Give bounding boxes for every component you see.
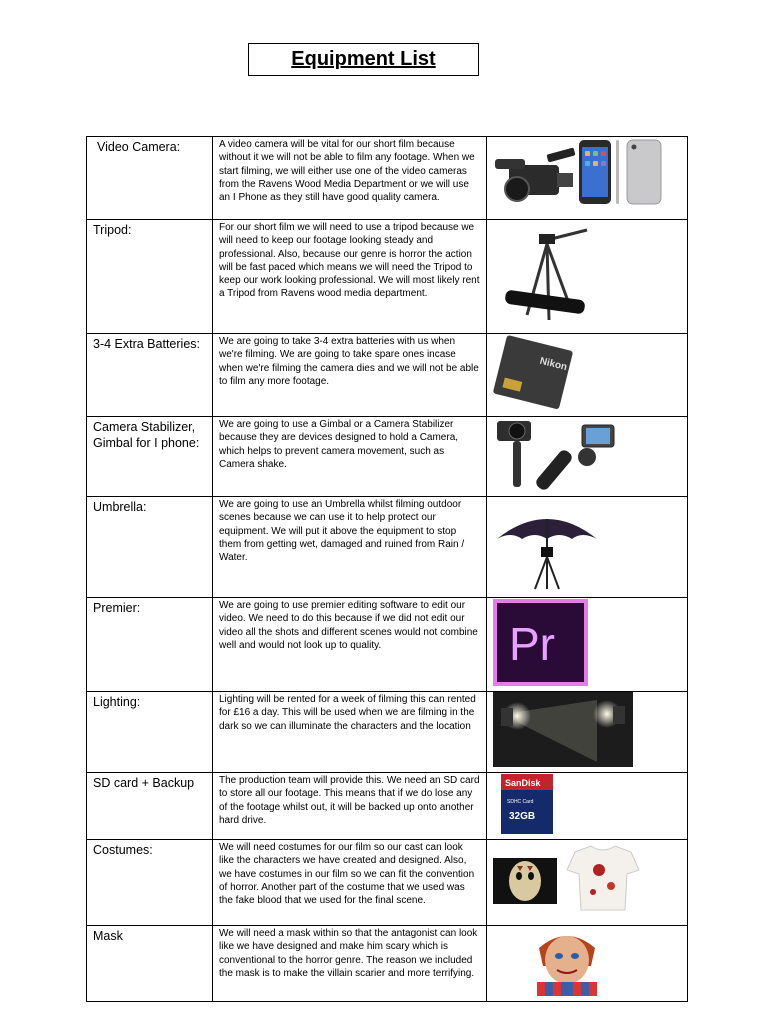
item-name: Lighting: xyxy=(93,695,141,709)
equipment-table xyxy=(86,136,688,1002)
item-name: Umbrella: xyxy=(93,500,147,514)
chucky-mask-image xyxy=(487,926,686,996)
camera-gimbal-icon xyxy=(497,421,531,487)
page-title-box xyxy=(248,43,479,76)
table-row xyxy=(87,926,688,1002)
item-name: Tripod: xyxy=(93,223,132,237)
item-name: Mask xyxy=(93,929,123,943)
table-row xyxy=(87,417,688,497)
page-title: Equipment List xyxy=(291,48,436,70)
table-row xyxy=(87,840,688,926)
item-name: Costumes: xyxy=(93,843,153,857)
item-name: Video Camera: xyxy=(97,140,181,154)
item-description: We are going to take 3-4 extra batteries with us when we're filming. We are going to take spare ones incase when we're filming the camera dies and we will not be able to film any more footage. xyxy=(219,336,479,387)
table-row xyxy=(87,137,688,220)
iphone-front-icon xyxy=(579,140,611,204)
hockey-mask-icon xyxy=(493,858,557,904)
sd-card-type: SDHC Card xyxy=(507,799,534,805)
sd-card-brand: SanDisk xyxy=(505,778,541,788)
costumes-image xyxy=(487,840,686,920)
phone-gimbal-icon xyxy=(534,425,614,491)
table-row xyxy=(87,773,688,840)
table-row xyxy=(87,334,688,417)
lighting-image xyxy=(487,692,686,767)
umbrella-image xyxy=(487,497,686,592)
battery-image xyxy=(487,334,686,411)
table-row xyxy=(87,220,688,334)
camcorder-icon xyxy=(495,148,576,201)
sd-card-capacity: 32GB xyxy=(509,811,536,822)
battery-brand-label: Nikon xyxy=(538,355,569,374)
item-description: We will need a mask within so that the antagonist can look like we have designed and make him scary which is conventional to the horror genre. The reason we included the mask is to make the villain scarier and more terrifying. xyxy=(219,928,478,979)
premiere-logo-text: Pr xyxy=(509,618,555,670)
item-description: We are going to use an Umbrella whilst filming outdoor scenes because we can use it to help protect our equipment. We will put it above the equipment to stop them from getting wet, damaged and ruined from Rain / Water. xyxy=(219,499,465,564)
video-camera-image xyxy=(487,137,686,214)
item-description: We will need costumes for our film so our cast can look like the characters we have created and designed. Also, we have costumes in our film so we can fit the convention of horror. Another part of the costume that we used was the fake blood that we used for the final scene. xyxy=(219,842,475,907)
sd-card-image xyxy=(487,773,686,834)
gimbal-image xyxy=(487,417,686,491)
item-name: Premier: xyxy=(93,601,141,615)
item-description: We are going to use a Gimbal or a Camera Stabilizer because they are devices designed to hold a Camera, which helps to prevent camera movement, such as Camera shake. xyxy=(219,419,459,470)
table-row xyxy=(87,497,688,598)
item-name: SD card + Backup xyxy=(93,776,195,790)
bloody-shirt-icon xyxy=(567,846,639,910)
premiere-logo-image xyxy=(487,598,686,686)
tripod-image xyxy=(487,220,686,328)
item-description: The production team will provide this. We need an SD card to store all our footage. This means that if we do lose any of the footage whilst out, it will be backed up onto another hard drive. xyxy=(219,775,480,826)
iphone-side-icon xyxy=(616,140,619,204)
item-description: For our short film we will need to use a tripod because we will need to keep our footage looking steady and professional. Also, because our genre is horror the action will be fast paced which means we will need the Tripod to keep our work looking professional. We will most likely rent a Tripod from Ravens wood media department. xyxy=(219,222,480,300)
table-row xyxy=(87,598,688,692)
item-description: Lighting will be rented for a week of filming this can rented for £16 a day. This will be used when we are filming in the dark so we can illuminate the characters and the location xyxy=(219,694,476,732)
item-name: 3-4 Extra Batteries: xyxy=(93,337,200,351)
table-row xyxy=(87,692,688,773)
item-description: We are going to use premier editing software to edit our video. We need to do this because if we did not edit our video all the shots and different scenes would not combine well and would not look up to quality. xyxy=(219,600,478,651)
iphone-back-icon xyxy=(627,140,661,204)
item-description: A video camera will be vital for our short film because without it we will not be able to film any footage. When we start filming, we will either use one of the video cameras from the Ravens Wood Media Department or we will use an I Phone as they still have good quality camera. xyxy=(219,139,475,204)
item-name: Camera Stabilizer, Gimbal for I phone: xyxy=(93,420,200,450)
